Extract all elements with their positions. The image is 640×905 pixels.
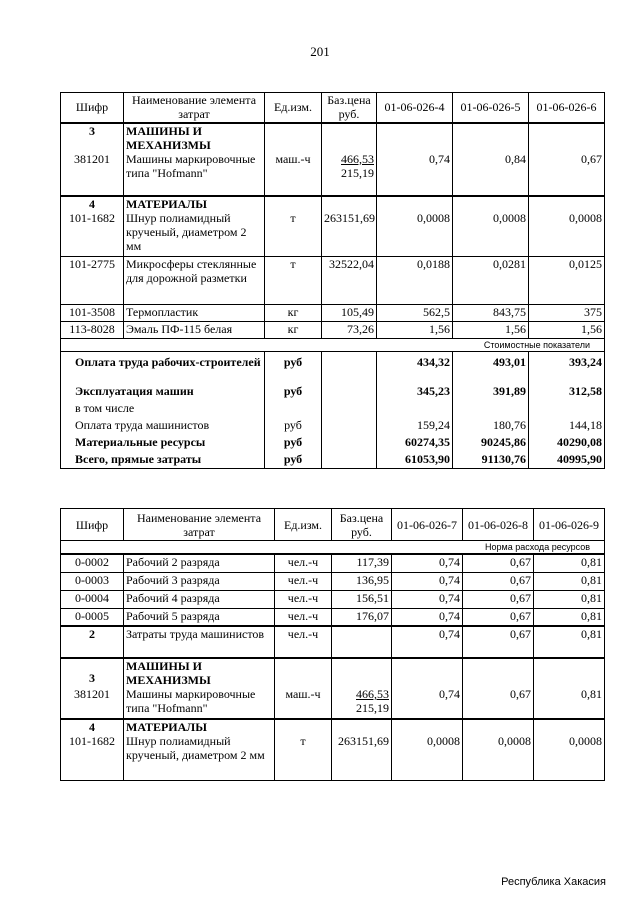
row-unit: чел.-ч (275, 554, 332, 572)
summary-value-1: 434,32 (377, 352, 453, 384)
header-code: Шифр (61, 93, 124, 123)
row-value-3: 0,67 (529, 152, 605, 196)
summary-unit: руб (265, 352, 322, 384)
subheader-label: Норма расхода ресурсов (61, 541, 605, 555)
row-unit: т (265, 211, 322, 257)
section-title: МАТЕРИАЛЫ (124, 719, 275, 734)
row-price (332, 687, 392, 719)
table-header-row (61, 93, 605, 123)
summary-value-3: 144,18 (529, 418, 605, 435)
row-code: 0-0003 (61, 572, 124, 590)
row-price: 117,39 (332, 554, 392, 572)
row-value-1: 0,0008 (377, 211, 453, 257)
row-code: 0-0004 (61, 590, 124, 608)
row-value-1: 1,56 (377, 322, 453, 339)
summary-unit (265, 401, 322, 418)
header-name: Наименование элемента затрат (124, 509, 275, 541)
header-col-1: 01-06-026-7 (392, 509, 463, 541)
table-row (61, 152, 605, 196)
resource-table-2 (60, 508, 605, 781)
row-price (322, 152, 377, 196)
row-value-1: 0,0188 (377, 257, 453, 305)
row-price: 32522,04 (322, 257, 377, 305)
summary-value-1: 159,24 (377, 418, 453, 435)
row-price: 73,26 (322, 322, 377, 339)
row-unit: кг (265, 322, 322, 339)
row-price: 263151,69 (322, 211, 377, 257)
price-current: 466,53 (356, 687, 389, 701)
row-value-2: 0,0281 (453, 257, 529, 305)
row-value-3: 0,0125 (529, 257, 605, 305)
row-value-3: 1,56 (529, 322, 605, 339)
summary-row (61, 352, 605, 384)
header-name: Наименование элемента затрат (124, 93, 265, 123)
row-value-2: 0,67 (463, 554, 534, 572)
row-name: Термопластик (124, 305, 265, 322)
section-title: МАТЕРИАЛЫ (124, 196, 265, 211)
table-row (61, 608, 605, 626)
row-value-3: 375 (529, 305, 605, 322)
row-unit: чел.-ч (275, 626, 332, 658)
row-value-2: 0,84 (453, 152, 529, 196)
row-name: Шнур полиамидный крученый, диаметром 2 мм (124, 211, 265, 257)
summary-row (61, 452, 605, 469)
summary-row (61, 401, 605, 418)
summary-row (61, 435, 605, 452)
summary-value-3: 312,58 (529, 384, 605, 401)
row-value-3: 0,81 (534, 572, 605, 590)
row-name: Рабочий 4 разряда (124, 590, 275, 608)
row-value-2: 0,67 (463, 687, 534, 719)
table-row (61, 305, 605, 322)
section-code: 4 (61, 719, 124, 734)
table-row (61, 257, 605, 305)
row-code: 381201 (61, 152, 124, 196)
header-unit: Ед.изм. (265, 93, 322, 123)
row-code: 101-1682 (61, 211, 124, 257)
subheader-label: Стоимостные показатели (61, 339, 605, 352)
price-current: 466,53 (341, 151, 374, 166)
summary-row (61, 384, 605, 401)
row-code: 0-0005 (61, 608, 124, 626)
table-row (61, 554, 605, 572)
table-row (61, 734, 605, 780)
header-code: Шифр (61, 509, 124, 541)
row-value-3: 0,81 (534, 626, 605, 658)
header-col-1: 01-06-026-4 (377, 93, 453, 123)
row-code: 0-0002 (61, 554, 124, 572)
header-col-3: 01-06-026-6 (529, 93, 605, 123)
row-value-2: 843,75 (453, 305, 529, 322)
footer-region: Республика Хакасия (501, 876, 606, 888)
summary-unit: руб (265, 384, 322, 401)
summary-value-2: 90245,86 (453, 435, 529, 452)
table-row (61, 687, 605, 719)
row-unit: кг (265, 305, 322, 322)
row-name: Микросферы стеклянные для дорожной разметки (124, 257, 265, 305)
table-row (61, 322, 605, 339)
summary-value-3: 393,24 (529, 352, 605, 384)
row-code: 113-8028 (61, 322, 124, 339)
summary-name: Эксплуатация машин (61, 384, 265, 401)
table-row (61, 211, 605, 257)
row-value-2: 1,56 (453, 322, 529, 339)
price-base: 215,19 (341, 165, 374, 180)
table-header-row (61, 509, 605, 541)
summary-row (61, 418, 605, 435)
header-col-3: 01-06-026-9 (534, 509, 605, 541)
row-unit: т (265, 257, 322, 305)
summary-unit: руб (265, 435, 322, 452)
header-col-2: 01-06-026-8 (463, 509, 534, 541)
row-name: Машины маркировочные типа "Hofmann" (124, 152, 265, 196)
row-value-1: 0,74 (392, 608, 463, 626)
section-code: 3 (61, 658, 124, 687)
row-unit: чел.-ч (275, 590, 332, 608)
row-name: Рабочий 3 разряда (124, 572, 275, 590)
summary-name: Оплата труда рабочих-строителей (61, 352, 265, 384)
row-name: Машины маркировочные типа "Hofmann" (124, 687, 275, 719)
row-value-2: 0,0008 (453, 211, 529, 257)
row-value-1: 0,0008 (392, 734, 463, 780)
summary-value-3: 40995,90 (529, 452, 605, 469)
page-number: 201 (310, 44, 330, 59)
table-row (61, 572, 605, 590)
subheader-row (61, 541, 605, 555)
row-name: Затраты труда машинистов (124, 626, 275, 658)
section-row (61, 196, 605, 211)
row-value-1: 0,74 (392, 572, 463, 590)
row-name: Эмаль ПФ-115 белая (124, 322, 265, 339)
summary-name: Оплата труда машинистов (61, 418, 265, 435)
row-price: 156,51 (332, 590, 392, 608)
summary-name: Всего, прямые затраты (61, 452, 265, 469)
section-code: 3 (61, 123, 124, 152)
row-unit: маш.-ч (265, 152, 322, 196)
row-value-3: 0,81 (534, 554, 605, 572)
row-value-2: 0,67 (463, 626, 534, 658)
row-code: 101-3508 (61, 305, 124, 322)
summary-value-2: 493,01 (453, 352, 529, 384)
section-code: 4 (61, 196, 124, 211)
summary-name: Материальные ресурсы (61, 435, 265, 452)
summary-unit: руб (265, 452, 322, 469)
subheader-row (61, 339, 605, 352)
row-unit: т (275, 734, 332, 780)
table-row (61, 626, 605, 658)
summary-value-2: 91130,76 (453, 452, 529, 469)
row-name: Шнур полиамидный крученый, диаметром 2 мм (124, 734, 275, 780)
row-code: 2 (61, 626, 124, 658)
summary-name: в том числе (61, 401, 265, 418)
row-code: 381201 (61, 687, 124, 719)
row-unit: маш.-ч (275, 687, 332, 719)
summary-value-3: 40290,08 (529, 435, 605, 452)
row-value-1: 0,74 (377, 152, 453, 196)
row-value-1: 0,74 (392, 687, 463, 719)
section-row (61, 719, 605, 734)
summary-value-2: 391,89 (453, 384, 529, 401)
row-value-1: 0,74 (392, 590, 463, 608)
summary-unit: руб (265, 418, 322, 435)
summary-value-1: 61053,90 (377, 452, 453, 469)
row-value-2: 0,0008 (463, 734, 534, 780)
row-name: Рабочий 2 разряда (124, 554, 275, 572)
header-price: Баз.цена руб. (332, 509, 392, 541)
row-value-2: 0,67 (463, 608, 534, 626)
row-value-1: 0,74 (392, 554, 463, 572)
section-title: МАШИНЫ И МЕХАНИЗМЫ (124, 123, 265, 152)
row-name: Рабочий 5 разряда (124, 608, 275, 626)
header-col-2: 01-06-026-5 (453, 93, 529, 123)
summary-value-1: 345,23 (377, 384, 453, 401)
row-value-3: 0,0008 (534, 734, 605, 780)
row-unit: чел.-ч (275, 572, 332, 590)
summary-value-1: 60274,35 (377, 435, 453, 452)
section-row (61, 123, 605, 152)
row-price: 105,49 (322, 305, 377, 322)
row-unit: чел.-ч (275, 608, 332, 626)
row-value-2: 0,67 (463, 572, 534, 590)
summary-value-2: 180,76 (453, 418, 529, 435)
row-value-3: 0,81 (534, 608, 605, 626)
section-row (61, 658, 605, 687)
section-title: МАШИНЫ И МЕХАНИЗМЫ (124, 658, 275, 687)
row-value-1: 0,74 (392, 626, 463, 658)
row-value-3: 0,81 (534, 590, 605, 608)
row-value-2: 0,67 (463, 590, 534, 608)
row-price: 263151,69 (332, 734, 392, 780)
table-row (61, 590, 605, 608)
row-code: 101-1682 (61, 734, 124, 780)
row-price: 136,95 (332, 572, 392, 590)
price-base: 215,19 (356, 701, 389, 715)
row-value-3: 0,81 (534, 687, 605, 719)
row-value-3: 0,0008 (529, 211, 605, 257)
row-price: 176,07 (332, 608, 392, 626)
header-unit: Ед.изм. (275, 509, 332, 541)
row-value-1: 562,5 (377, 305, 453, 322)
resource-table-1 (60, 92, 605, 469)
row-code: 101-2775 (61, 257, 124, 305)
header-price: Баз.цена руб. (322, 93, 377, 123)
